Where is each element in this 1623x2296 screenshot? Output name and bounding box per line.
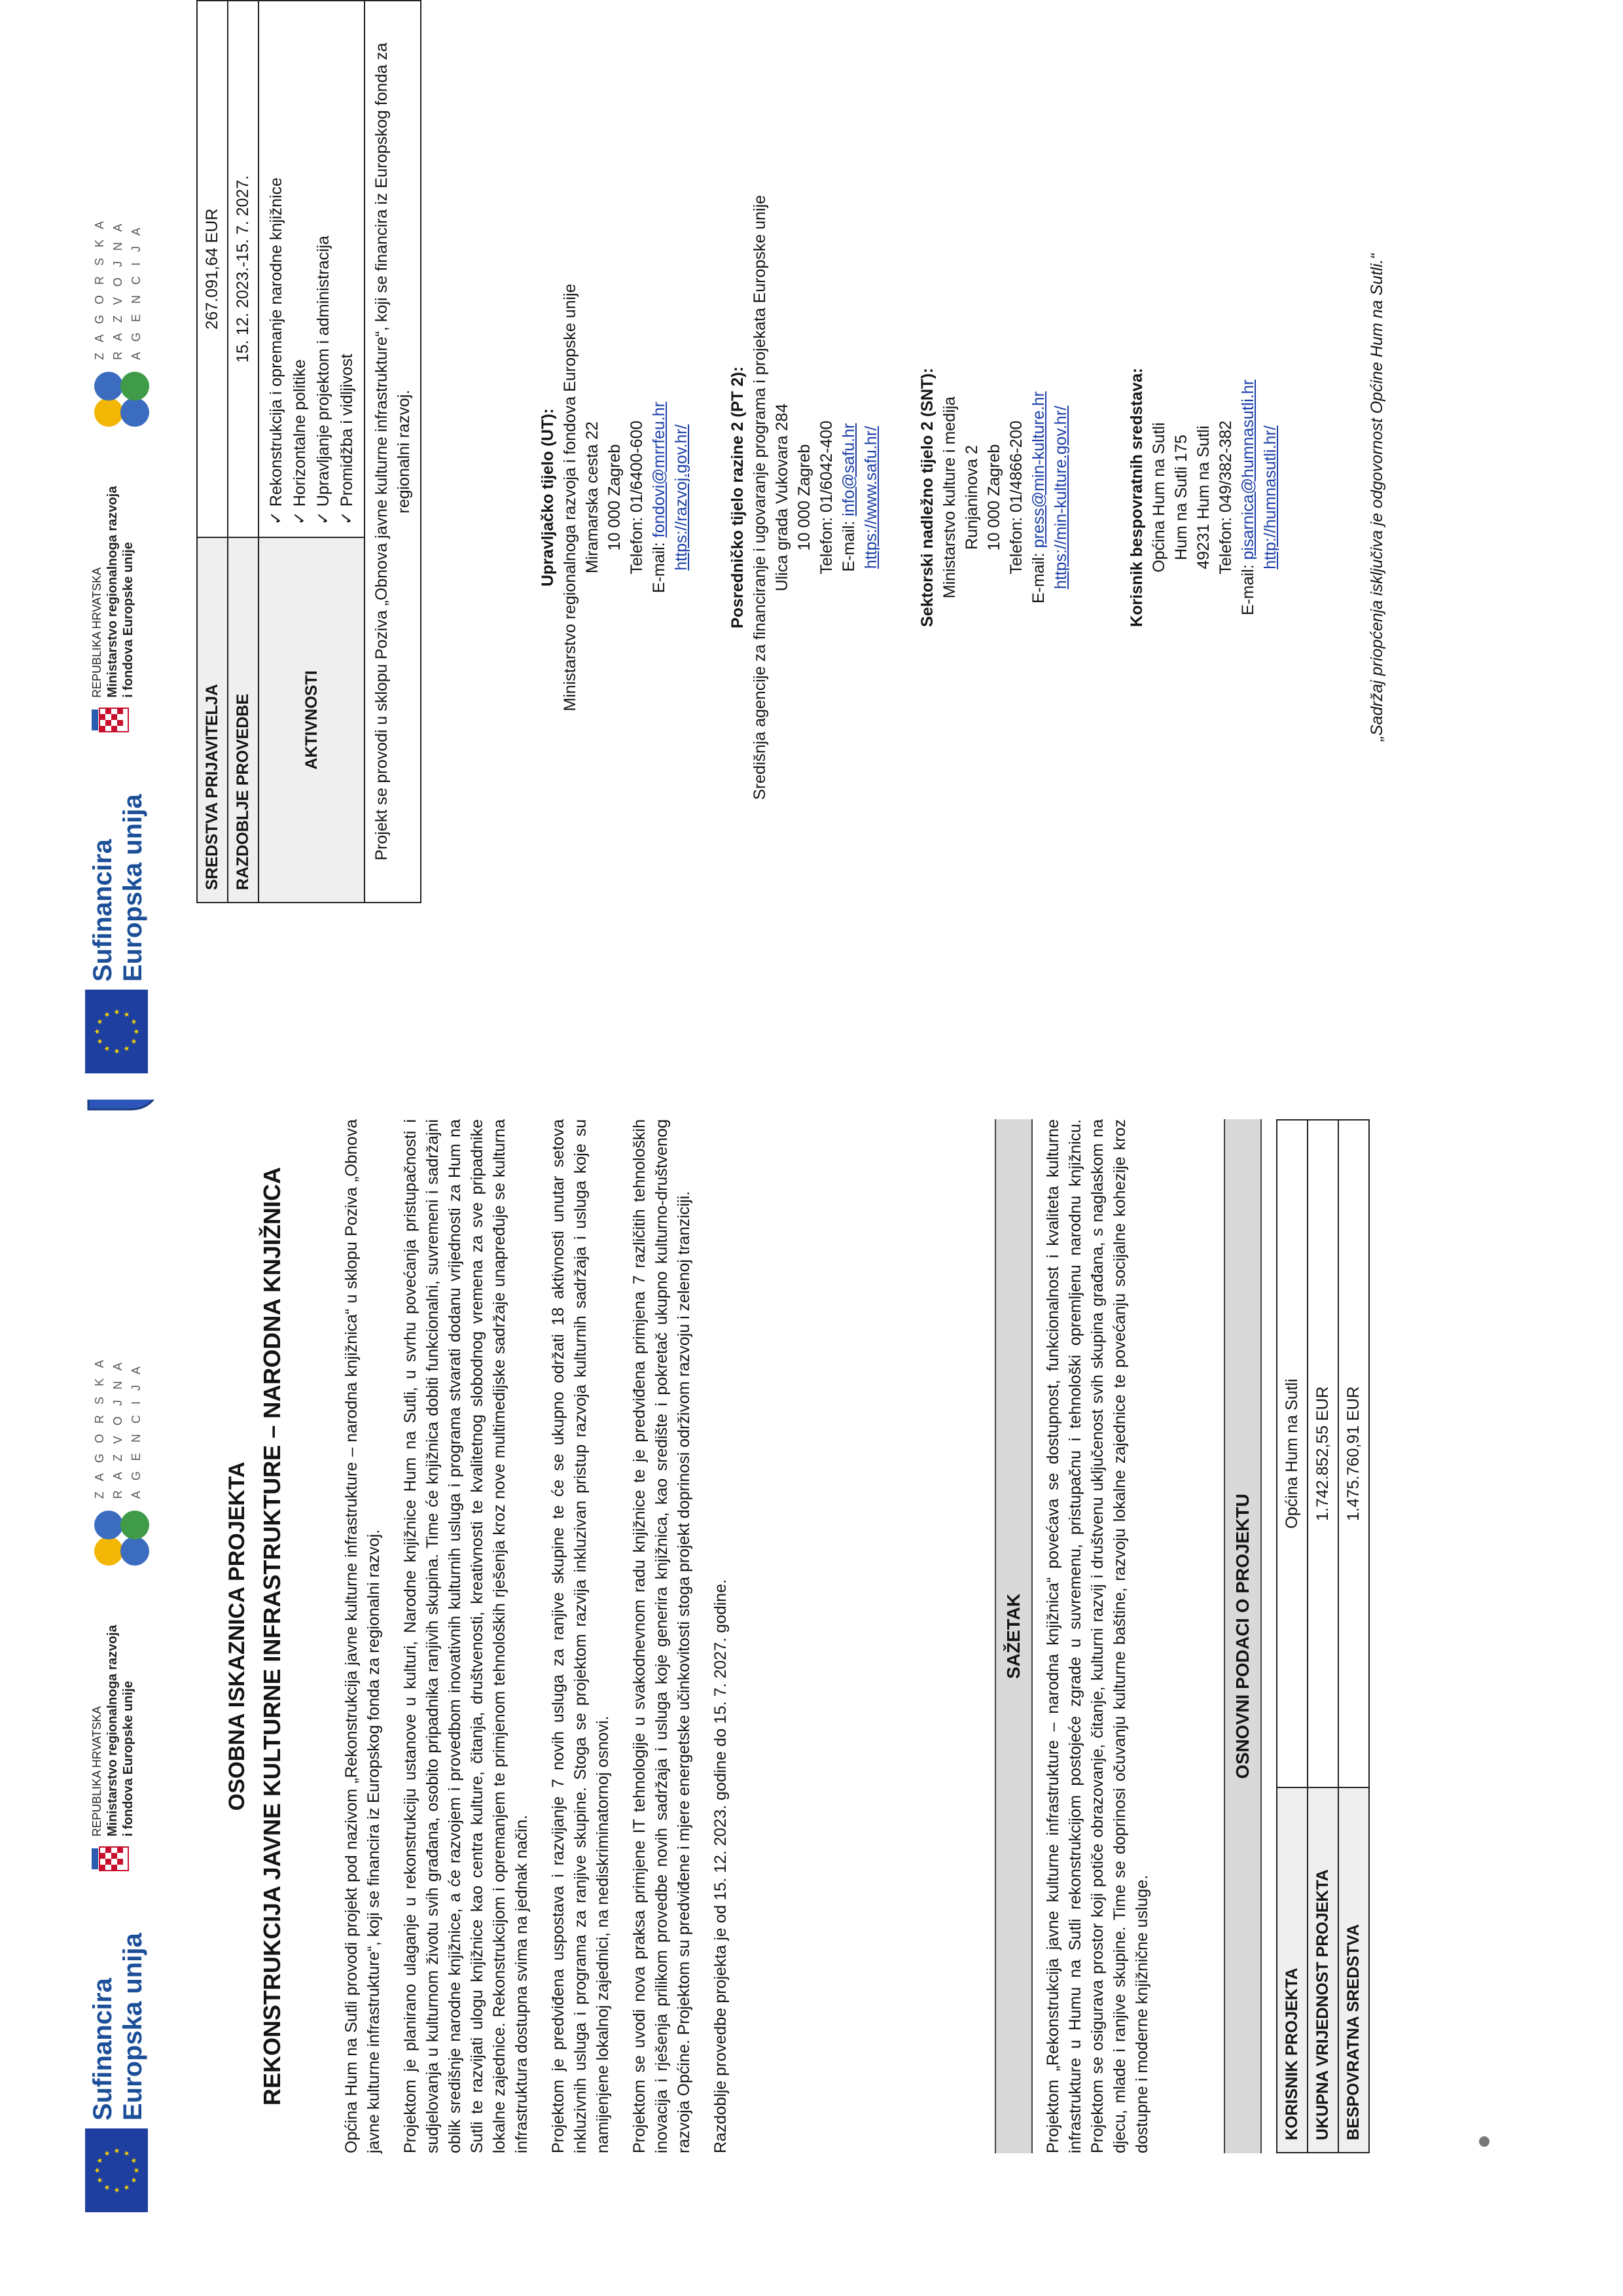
intermediate-body-heading: Posredničko tijelo razine 2 (PT 2):	[728, 366, 747, 629]
eu-star-icon: ★	[123, 2150, 131, 2157]
contact-line: 10 000 Zagreb	[795, 444, 813, 551]
email-label: E-mail:	[840, 516, 858, 572]
summary-heading: SAŽETAK	[995, 1119, 1033, 2153]
row-label: RAZDOBLJE PROVEDBE	[228, 537, 259, 903]
managing-authority-block	[537, 0, 692, 1014]
zra-logo-text	[90, 1350, 145, 1499]
list-item: ✓ Promidžba i vidljivost	[335, 13, 359, 525]
contact-line: Telefon: 01/4866-200	[1007, 420, 1026, 575]
page-project-contacts	[65, 0, 1505, 1100]
eu-star-icon: ★	[130, 1038, 138, 1045]
page-title: OSOBNA ISKAZNICA PROJEKTA	[224, 1462, 249, 1811]
eu-star-icon: ★	[133, 1028, 141, 1035]
website-link[interactable]: https://www.safu.hr/	[862, 425, 880, 569]
ministry-logo-text	[89, 486, 136, 698]
logo-header	[85, 0, 177, 1073]
zra-line-1: ZAGORSKA	[93, 210, 106, 360]
eu-line-1: Sufinancira	[88, 1978, 117, 2121]
zra-circles-icon	[89, 1505, 154, 1571]
contact-line: Telefon: 01/6042-400	[817, 420, 836, 575]
ministry-line-3: i fondova Europske unije	[121, 542, 135, 698]
eu-star-icon: ★	[130, 1018, 138, 1025]
table-row	[365, 1, 421, 903]
list-item: ✓ Upravljanje projektom i administracija	[312, 13, 335, 525]
eu-star-icon: ★	[113, 2187, 121, 2193]
summary-section	[1042, 1119, 1168, 2153]
eu-star-icon: ★	[96, 2177, 104, 2183]
email-link[interactable]: fondovi@mrrfeu.hr	[650, 401, 668, 538]
page-project-card	[65, 1034, 1505, 2238]
croatian-coat-of-arms-icon	[90, 707, 141, 733]
contact-line: Ministarstvo regionalnoga razvoja i fondova Europske unije	[561, 283, 579, 711]
ministry-line-1: REPUBLIKA HRVATSKA	[90, 1706, 103, 1837]
contact-line: Miramarska cesta 22	[583, 421, 601, 574]
contact-line: Telefon: 049/382-382	[1217, 420, 1235, 575]
email-link[interactable]: press@min-kulture.hr	[1029, 391, 1048, 548]
zra-logo-text	[90, 211, 145, 360]
eu-line-2: Europska unija	[118, 794, 147, 982]
managing-authority-heading: Upravljačko tijelo (UT):	[539, 408, 557, 587]
eu-star-icon: ★	[123, 1045, 131, 1052]
table-row	[1308, 1120, 1338, 2153]
email-label: E-mail:	[650, 537, 668, 594]
croatian-coat-of-arms-icon	[90, 1846, 141, 1872]
eu-star-icon: ★	[130, 2157, 138, 2164]
list-item: ✓ Horizontalne politike	[288, 13, 312, 525]
row-label: SREDSTVA PRIJAVITELJA	[197, 537, 228, 903]
zra-line-3: AGENCIJA	[130, 217, 143, 360]
table-row	[259, 1, 365, 903]
intro-paragraph: Općina Hum na Sutli provodi projekt pod nazivom „Rekonstrukcija javne kulturne infrastrukture – narodna knjižnica“ u sklopu Poziva „Obnova javne kulturne infrastrukture“, koji se financira iz Europskog fonda za regionalni razvoj.	[342, 1119, 383, 2153]
project-description	[340, 1119, 746, 2153]
eu-star-icon: ★	[113, 1009, 121, 1015]
zra-line-2: RAZVOJNA	[111, 213, 124, 360]
eu-star-icon: ★	[94, 2167, 101, 2174]
basic-data-heading: OSNOVNI PODACI O PROJEKTU	[1224, 1119, 1262, 2153]
implementation-period: Razdoblje provedbe projekta je od 15. 12. 2023. godine do 15. 7. 2027. godine.	[711, 1579, 730, 2153]
contact-line: 49231 Hum na Sutli	[1194, 425, 1213, 569]
contact-line: Općina Hum na Sutli	[1150, 422, 1168, 573]
ministry-logo-text	[89, 1625, 136, 1837]
funding-note: Projekt se provodi u sklopu Poziva „Obnova javne kulturne infrastrukture“, koji se financira iz Europskog fonda za regionalni razvoj.	[365, 1, 421, 903]
intermediate-body-block	[726, 0, 882, 1014]
eu-line-2: Europska unija	[118, 1933, 147, 2121]
ministry-line-2: Ministarstvo regionalnoga razvoja	[105, 486, 120, 698]
website-link[interactable]: https://min-kulture.gov.hr/	[1052, 405, 1070, 590]
email-label: E-mail:	[1029, 548, 1048, 604]
list-item: ✓ Rekonstrukcija i opremanje narodne knjižnice	[264, 13, 288, 525]
table-row	[228, 1, 259, 903]
eu-star-icon: ★	[96, 1018, 104, 1025]
description-paragraph-2: Projektom je predviđena uspostava i razvijanje 7 novih usluga za ranjive skupine te će se ukupno održati 18 aktivnosti unutar setova inkluzivnih usluga i programa za ranjive skupine. Stoga se projektom razvija inkluzivan pristup razvoja kulturnih sadržaja i usluga koje su namijenjene lokalnoj zajednici, na nediskriminatornoj osnovi.	[549, 1119, 612, 2153]
eu-stars-icon	[85, 2128, 148, 2212]
disclaimer: „Sadržaj priopćenja isključiva je odgovornost Općine Hum na Sutli.“	[1368, 253, 1386, 742]
project-finance-table	[196, 0, 421, 903]
table-row	[1338, 1120, 1369, 2153]
zra-line-3: AGENCIJA	[130, 1355, 143, 1499]
basic-data-table	[1276, 1119, 1370, 2153]
description-paragraph-3: Projektom se uvodi nova praksa primjene IT tehnologije u svakodnevnom radu knjižnice te je predviđena primjena 7 različitih tehnoloških inovacija i rješenja prilikom provedbe novih sadržaja i usluga koje generira knjižnica, kao središte i pokretač ukupno kulturno-društvenog razvoja Općine. Projektom su predviđene i mjere energetske učinkovitosti stoga projekt doprinosi održivom razvoju i zelenoj tranziciji.	[630, 1119, 693, 2153]
row-label: KORISNIK PROJEKTA	[1277, 1787, 1308, 2153]
row-value: Općina Hum na Sutli	[1277, 1120, 1308, 1787]
ministry-line-2: Ministarstvo regionalnoga razvoja	[105, 1624, 120, 1837]
contact-line: Ministarstvo kulture i medija	[940, 396, 959, 599]
eu-stars-icon	[85, 990, 148, 1073]
ministry-line-3: i fondova Europske unije	[121, 1681, 135, 1837]
contact-line: Ulica grada Vukovara 284	[773, 403, 791, 592]
row-value: 1.475.760,91 EUR	[1338, 1120, 1369, 1787]
contact-line: Središnja agencije za financiranje i ugovaranje programa i projekata Europske unije	[751, 194, 769, 800]
eu-star-icon: ★	[96, 1038, 104, 1045]
eu-star-icon: ★	[96, 2157, 104, 2164]
email-link[interactable]: pisarnica@humnasutli.hr	[1239, 379, 1257, 560]
ministry-line-1: REPUBLIKA HRVATSKA	[90, 567, 103, 698]
contact-line: Hum na Sutli 175	[1172, 435, 1190, 560]
eu-star-icon: ★	[103, 1045, 111, 1052]
eu-star-icon: ★	[113, 2147, 121, 2154]
eu-star-icon: ★	[103, 2184, 111, 2191]
sector-body-heading: Sektorski nadležno tijelo 2 (SNT):	[918, 368, 936, 627]
row-label: AKTIVNOSTI	[259, 537, 365, 903]
eu-star-icon: ★	[103, 2150, 111, 2157]
row-value: 1.742.852,55 EUR	[1308, 1120, 1338, 1787]
contact-line: 10 000 Zagreb	[985, 444, 1003, 551]
zra-circles-icon	[89, 367, 154, 432]
contact-line: 10 000 Zagreb	[605, 444, 624, 551]
eu-line-1: Sufinancira	[88, 839, 117, 982]
table-row	[197, 1, 228, 903]
beneficiary-heading: Korisnik bespovratnih sredstava:	[1128, 368, 1146, 627]
eu-cofinancing-logo-text	[88, 1933, 148, 2121]
beneficiary-block	[1126, 0, 1281, 1014]
zra-line-2: RAZVOJNA	[111, 1352, 124, 1499]
eu-star-icon: ★	[130, 2177, 138, 2183]
scan-speck	[1479, 2136, 1489, 2147]
row-value: 15. 12. 2023.-15. 7. 2027.	[228, 1, 259, 537]
description-paragraph-1: Projektom je planirano ulaganje u rekonstrukciju ustanove u kulturi, Narodne knjižnice Hum na Sutli, u svrhu povećanja pristupačnosti i sudjelovanja u kulturnom životu svih građana, osobito pripadnika ranjivih skupina. Time će knjižnica dobiti funkcionalni, suvremeni i sadržajni oblik središnje narodne knjižnice, a će razvojem i provedbom inovativnih kulturnih usluga i programa stvarati dodanu vrijednosti za Hum na Sutli te razvijati ulogu knjižnice kao centra kulture, čitanja, društvenosti, kreativnosti te kvalitetnog slobodnog vremena za sve pripadnike lokalne zajednice. Rekonstrukcijom i opremanjem te primjenom tehnoloških rješenja kroz nove multimedijske sadržaje unapređuje se kulturna infrastruktura dostupna svima na jednak način.	[401, 1119, 531, 2153]
eu-star-icon: ★	[123, 1011, 131, 1018]
email-link[interactable]: info@safu.hr	[840, 423, 858, 516]
eu-star-icon: ★	[123, 2184, 131, 2191]
website-link[interactable]: http://humnasutli.hr/	[1261, 425, 1279, 569]
contact-line: Telefon: 01/6400-600	[628, 420, 646, 575]
row-value: 267.091,64 EUR	[197, 1, 228, 537]
eu-flag-icon	[85, 990, 148, 1073]
project-title: REKONSTRUKCIJA JAVNE KULTURNE INFRASTRUKTURE – NARODNA KNJIŽNICA	[259, 1166, 285, 2106]
eu-cofinancing-logo-text	[88, 794, 148, 982]
sector-body-block	[916, 0, 1072, 1014]
eu-star-icon: ★	[94, 1028, 101, 1035]
website-link[interactable]: https://razvoj.gov.hr/	[672, 424, 690, 571]
activities-cell	[259, 1, 365, 537]
summary-text: Projektom „Rekonstrukcija javne kulturne infrastrukture – narodna knjižnica“ povećava se dostupnost, funkcionalnost i kvaliteta kulturne infrastrukture u Humu na Sutli rekonstrukcijom postojeće zgrade u suvremenu, pristupačnu i tehnološki opremljenu narodnu knjižnicu. Projektom se osigurava prostor koji potiče obrazovanje, čitanje, kulturni razvij i društvenu uključenost svih skupina građana, s naglaskom na djecu, mlade i ranjive skupine. Time se doprinosi očuvanju kulturne baštine, razvoju lokalne zajednice te povećanju socijalne kohezije kroz dostupne i moderne knjižnične usluge.	[1044, 1119, 1151, 2153]
email-label: E-mail:	[1239, 560, 1257, 616]
contact-line: Runjaninova 2	[963, 445, 981, 550]
eu-star-icon: ★	[113, 1048, 121, 1054]
eu-star-icon: ★	[103, 1011, 111, 1018]
row-label: UKUPNA VRIJEDNOST PROJEKTA	[1308, 1787, 1338, 2153]
row-label: BESPOVRATNA SREDSTVA	[1338, 1787, 1369, 2153]
logo-header	[85, 1060, 177, 2212]
table-row	[1277, 1120, 1308, 2153]
eu-flag-icon	[85, 2128, 148, 2212]
activities-list	[264, 13, 359, 525]
zra-line-1: ZAGORSKA	[93, 1349, 106, 1499]
eu-star-icon: ★	[133, 2167, 141, 2174]
